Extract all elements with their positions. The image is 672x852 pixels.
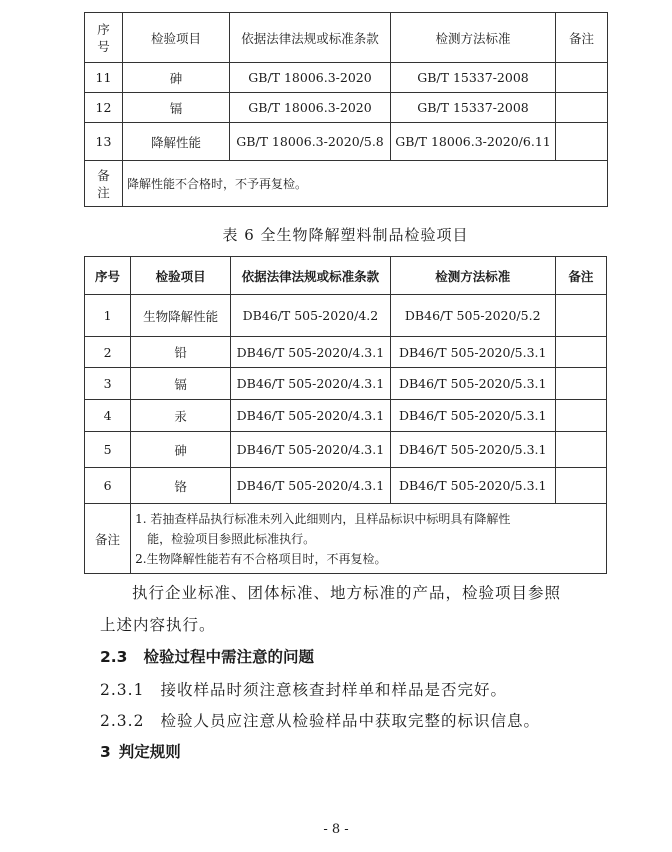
cell-no: 4 [85, 400, 131, 432]
note-label: 备 注 [85, 161, 123, 207]
item-text: 接收样品时须注意核查封样单和样品是否完好。 [160, 681, 507, 699]
table-row [85, 368, 607, 400]
item-number: 2.3.1 [100, 681, 145, 699]
cell-no: 3 [85, 368, 131, 400]
note-text [131, 504, 607, 574]
table-6 [84, 256, 607, 574]
table-row [85, 432, 607, 468]
item-2-3-1 [100, 678, 600, 700]
section-title: 判定规则 [118, 743, 181, 761]
section-heading-2-3 [100, 645, 314, 667]
cell-no: 12 [85, 93, 123, 123]
cell-basis: DB46/T 505-2020/4.3.1 [231, 337, 390, 368]
cell-method: DB46/T 505-2020/5.2 [390, 295, 555, 337]
cell-remark [555, 432, 606, 468]
section-title: 检验过程中需注意的问题 [143, 648, 314, 666]
cell-method: DB46/T 505-2020/5.3.1 [390, 468, 555, 504]
cell-basis: DB46/T 505-2020/4.2 [231, 295, 390, 337]
table-row [85, 337, 607, 368]
note-line-3: 2.生物降解性能若有不合格项目时，不再复检。 [135, 551, 387, 566]
cell-basis: GB/T 18006.3-2020 [230, 63, 391, 93]
header-item: 检验项目 [131, 257, 231, 295]
cell-basis: DB46/T 505-2020/4.3.1 [231, 468, 390, 504]
cell-item: 降解性能 [123, 123, 230, 161]
cell-remark [556, 63, 608, 93]
note-line-1: 1. 若抽查样品执行标准未列入此细则内，且样品标识中标明具有降解性 [135, 511, 511, 526]
cell-remark [555, 400, 606, 432]
table-row [85, 63, 608, 93]
table-row [85, 93, 608, 123]
cell-method: DB46/T 505-2020/5.3.1 [390, 337, 555, 368]
note-text: 降解性能不合格时，不予再复检。 [123, 161, 608, 207]
table-5-continued [84, 12, 608, 207]
cell-method: GB/T 18006.3-2020/6.11 [391, 123, 556, 161]
cell-no: 6 [85, 468, 131, 504]
table-note-row [85, 504, 607, 574]
cell-no: 13 [85, 123, 123, 161]
note-label: 备注 [85, 504, 131, 574]
cell-basis: DB46/T 505-2020/4.3.1 [231, 400, 390, 432]
header-no: 序号 [85, 257, 131, 295]
table-row [85, 295, 607, 337]
cell-method: DB46/T 505-2020/5.3.1 [390, 368, 555, 400]
cell-item: 镉 [131, 368, 231, 400]
page-number: - 8 - [323, 822, 349, 837]
header-no: 序 号 [85, 13, 123, 63]
cell-remark [555, 337, 606, 368]
cell-remark [556, 123, 608, 161]
paragraph-exec-line-2: 上述内容执行。 [100, 616, 216, 634]
table-6-caption: 表 6 全生物降解塑料制品检验项目 [222, 226, 469, 244]
cell-remark [555, 368, 606, 400]
cell-no: 11 [85, 63, 123, 93]
header-remark: 备注 [556, 13, 608, 63]
cell-method: DB46/T 505-2020/5.3.1 [390, 432, 555, 468]
cell-remark [555, 295, 606, 337]
item-2-3-2 [100, 709, 600, 731]
item-text: 检验人员应注意从检验样品中获取完整的标识信息。 [160, 712, 540, 730]
section-number: 2.3 [100, 648, 128, 666]
cell-item: 铬 [131, 468, 231, 504]
header-remark: 备注 [555, 257, 606, 295]
table-row [85, 123, 608, 161]
header-basis: 依据法律法规或标准条款 [231, 257, 390, 295]
cell-item: 镉 [123, 93, 230, 123]
header-method: 检测方法标准 [391, 13, 556, 63]
header-method: 检测方法标准 [390, 257, 555, 295]
cell-item: 生物降解性能 [131, 295, 231, 337]
cell-method: DB46/T 505-2020/5.3.1 [390, 400, 555, 432]
table-row [85, 400, 607, 432]
section-heading-3 [100, 740, 181, 762]
cell-item: 砷 [123, 63, 230, 93]
cell-remark [555, 468, 606, 504]
cell-basis: DB46/T 505-2020/4.3.1 [231, 432, 390, 468]
note-line-2: 能，检验项目参照此标准执行。 [147, 531, 316, 546]
header-item: 检验项目 [123, 13, 230, 63]
cell-method: GB/T 15337-2008 [391, 93, 556, 123]
table-note-row [85, 161, 608, 207]
table-row [85, 468, 607, 504]
cell-basis: DB46/T 505-2020/4.3.1 [231, 368, 390, 400]
section-number: 3 [100, 743, 111, 761]
cell-no: 2 [85, 337, 131, 368]
cell-method: GB/T 15337-2008 [391, 63, 556, 93]
cell-no: 1 [85, 295, 131, 337]
cell-remark [556, 93, 608, 123]
cell-item: 砷 [131, 432, 231, 468]
paragraph-exec-line-1: 执行企业标准、团体标准、地方标准的产品，检验项目参照 [132, 584, 562, 602]
cell-item: 汞 [131, 400, 231, 432]
cell-basis: GB/T 18006.3-2020 [230, 93, 391, 123]
cell-basis: GB/T 18006.3-2020/5.8 [230, 123, 391, 161]
cell-item: 铅 [131, 337, 231, 368]
cell-no: 5 [85, 432, 131, 468]
item-number: 2.3.2 [100, 712, 145, 730]
table-header-row [85, 257, 607, 295]
header-basis: 依据法律法规或标准条款 [230, 13, 391, 63]
table-header-row [85, 13, 608, 63]
